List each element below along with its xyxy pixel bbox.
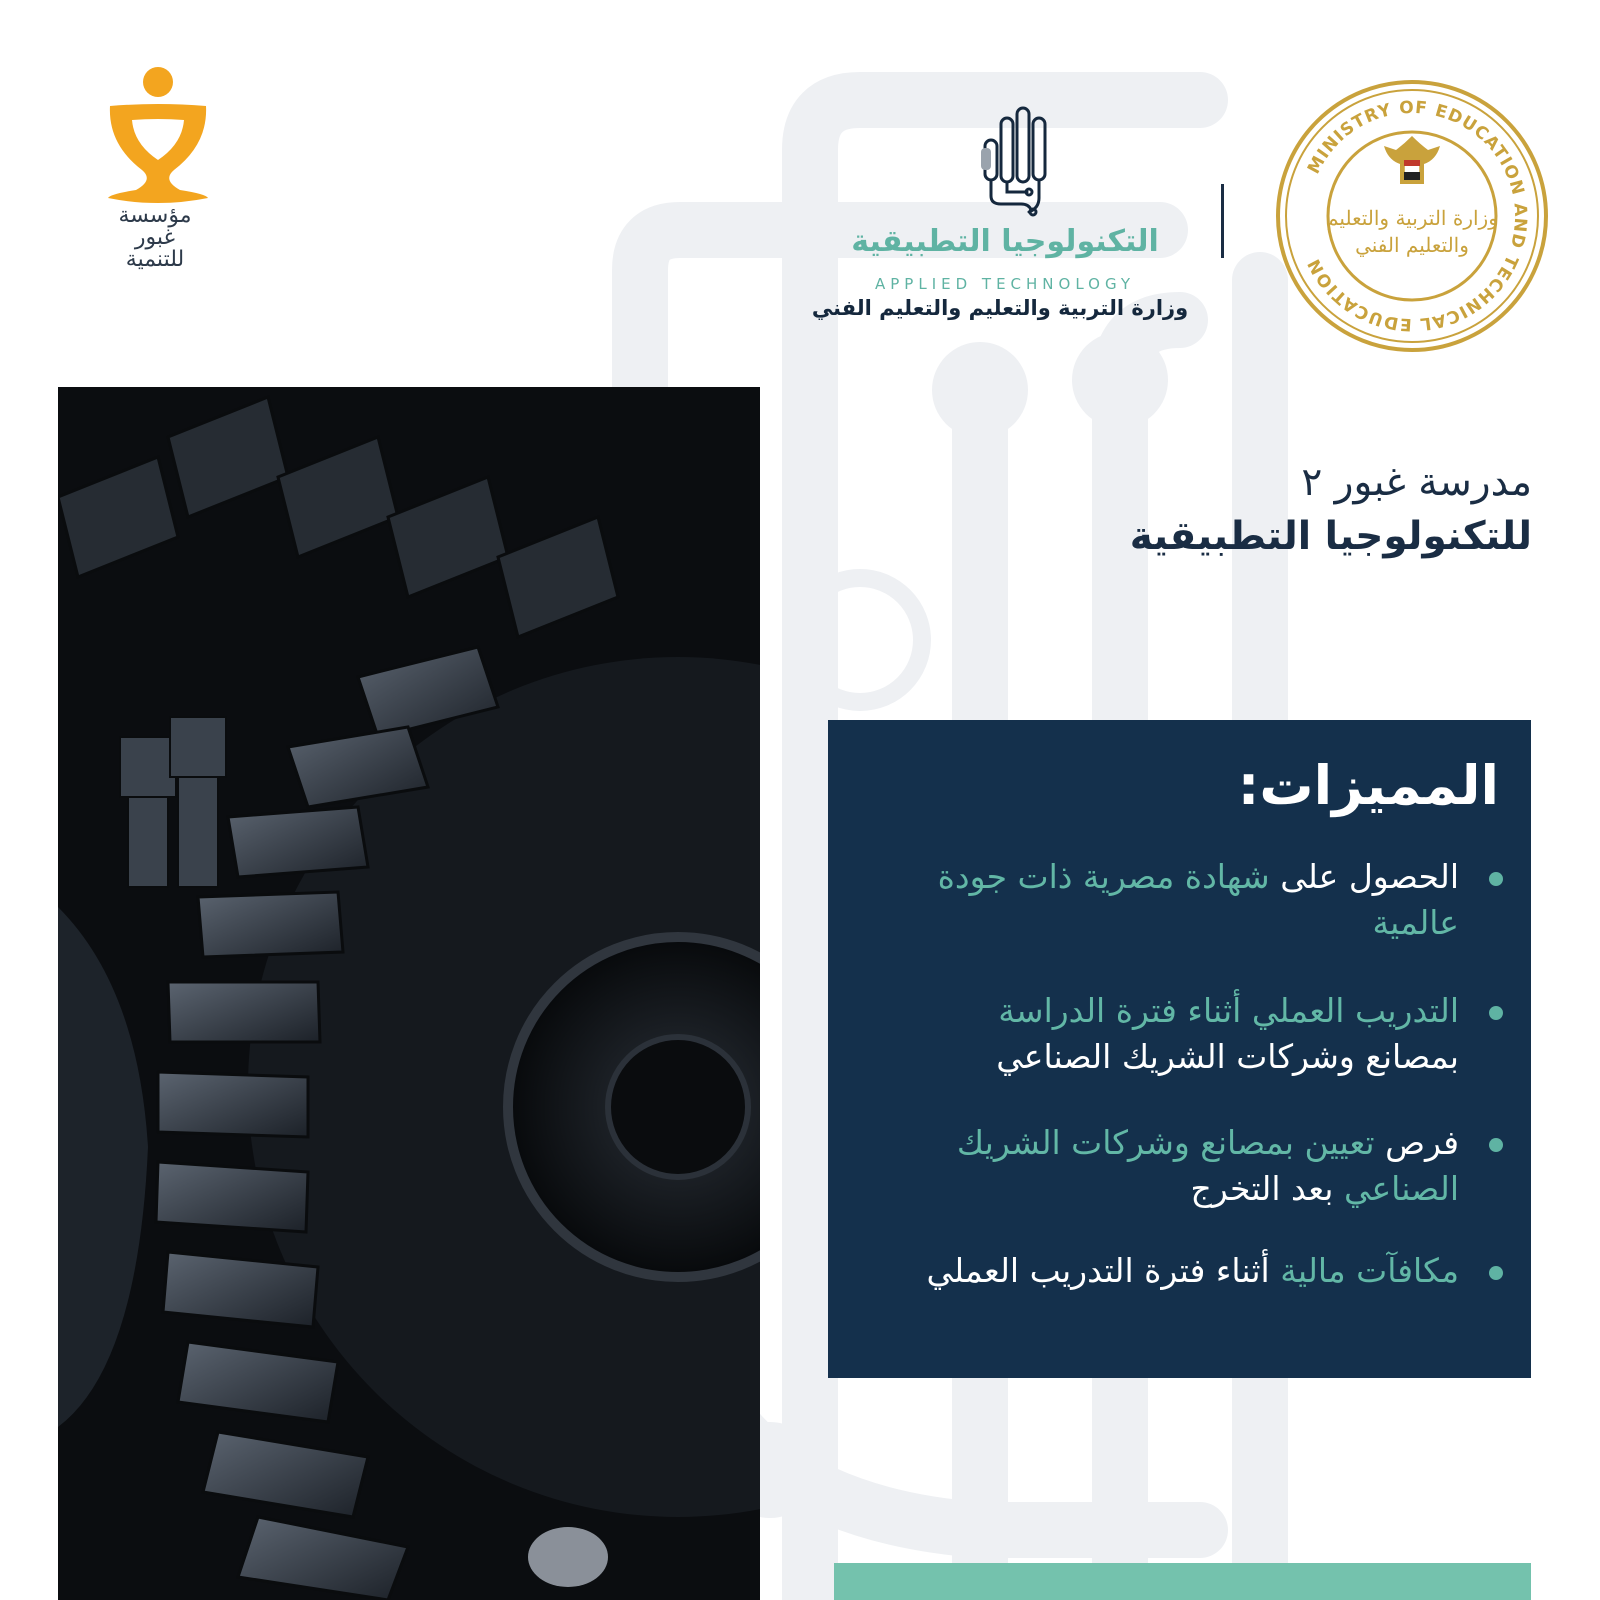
feature-text-highlight: تعيين بمصانع وشركات الشريك الصناعي [956, 1123, 1459, 1208]
features-panel [828, 720, 1531, 1378]
school-title-line1: مدرسة غبور ٢ [1301, 460, 1532, 505]
school-title-line2: للتكنولوجيا التطبيقية [1129, 514, 1532, 559]
logo-divider [1221, 184, 1224, 258]
applied-technology-title-en: APPLIED TECHNOLOGY [874, 275, 1136, 293]
bullet-dot-icon [1489, 1006, 1503, 1020]
seal-ring-text: MINISTRY OF EDUCATION AND TECHNICAL EDUCATION [1303, 97, 1531, 335]
seal-center-line2: والتعليم الفني [1355, 233, 1469, 257]
applied-technology-title-ar: التكنولوجيا التطبيقية [851, 224, 1159, 259]
bullet-dot-icon [1489, 1138, 1503, 1152]
bottom-accent-bar [834, 1563, 1531, 1600]
feature-text-plain: بعد التخرج [1190, 1169, 1344, 1208]
school-title [892, 456, 1532, 564]
feature-text-highlight: مكافآت [1345, 1251, 1459, 1290]
applied-technology-hand-icon [975, 104, 1057, 222]
feature-text-highlight: شهادة مصرية ذات جودة عالمية [937, 857, 1459, 942]
seal-center-line1: وزارة التربية والتعليم [1326, 206, 1498, 230]
feature-text-highlight: أثناء فترة الدراسة [998, 991, 1242, 1030]
ghabbour-name-line2: غبور [134, 225, 176, 250]
bullet-dot-icon [1489, 872, 1503, 886]
feature-text-plain: أثناء فترة التدريب العملي [926, 1251, 1281, 1290]
feature-item [903, 988, 1503, 1080]
bullet-dot-icon [1489, 1266, 1503, 1280]
feature-item [903, 1120, 1503, 1212]
feature-text-highlight: مالية [1280, 1251, 1346, 1290]
ministry-name-ar: وزارة التربية والتعليم والتعليم الفني [811, 296, 1189, 320]
ministry-seal [1276, 80, 1548, 352]
feature-text-plain: الحصول على [1269, 857, 1459, 896]
ghabbour-foundation-name [60, 205, 250, 271]
feature-text-plain: بمصانع وشركات الشريك الصناعي [996, 1037, 1459, 1076]
features-title: المميزات: [1237, 754, 1499, 817]
ghabbour-name-line1: مؤسسة [118, 203, 192, 228]
feature-item [903, 1248, 1503, 1294]
gears-photo [58, 387, 760, 1600]
feature-text-plain: فرص [1374, 1123, 1459, 1162]
feature-item [903, 854, 1503, 946]
ghabbour-name-line3: للتنمية [125, 247, 185, 272]
feature-text-highlight: التدريب العملي [1241, 991, 1459, 1030]
